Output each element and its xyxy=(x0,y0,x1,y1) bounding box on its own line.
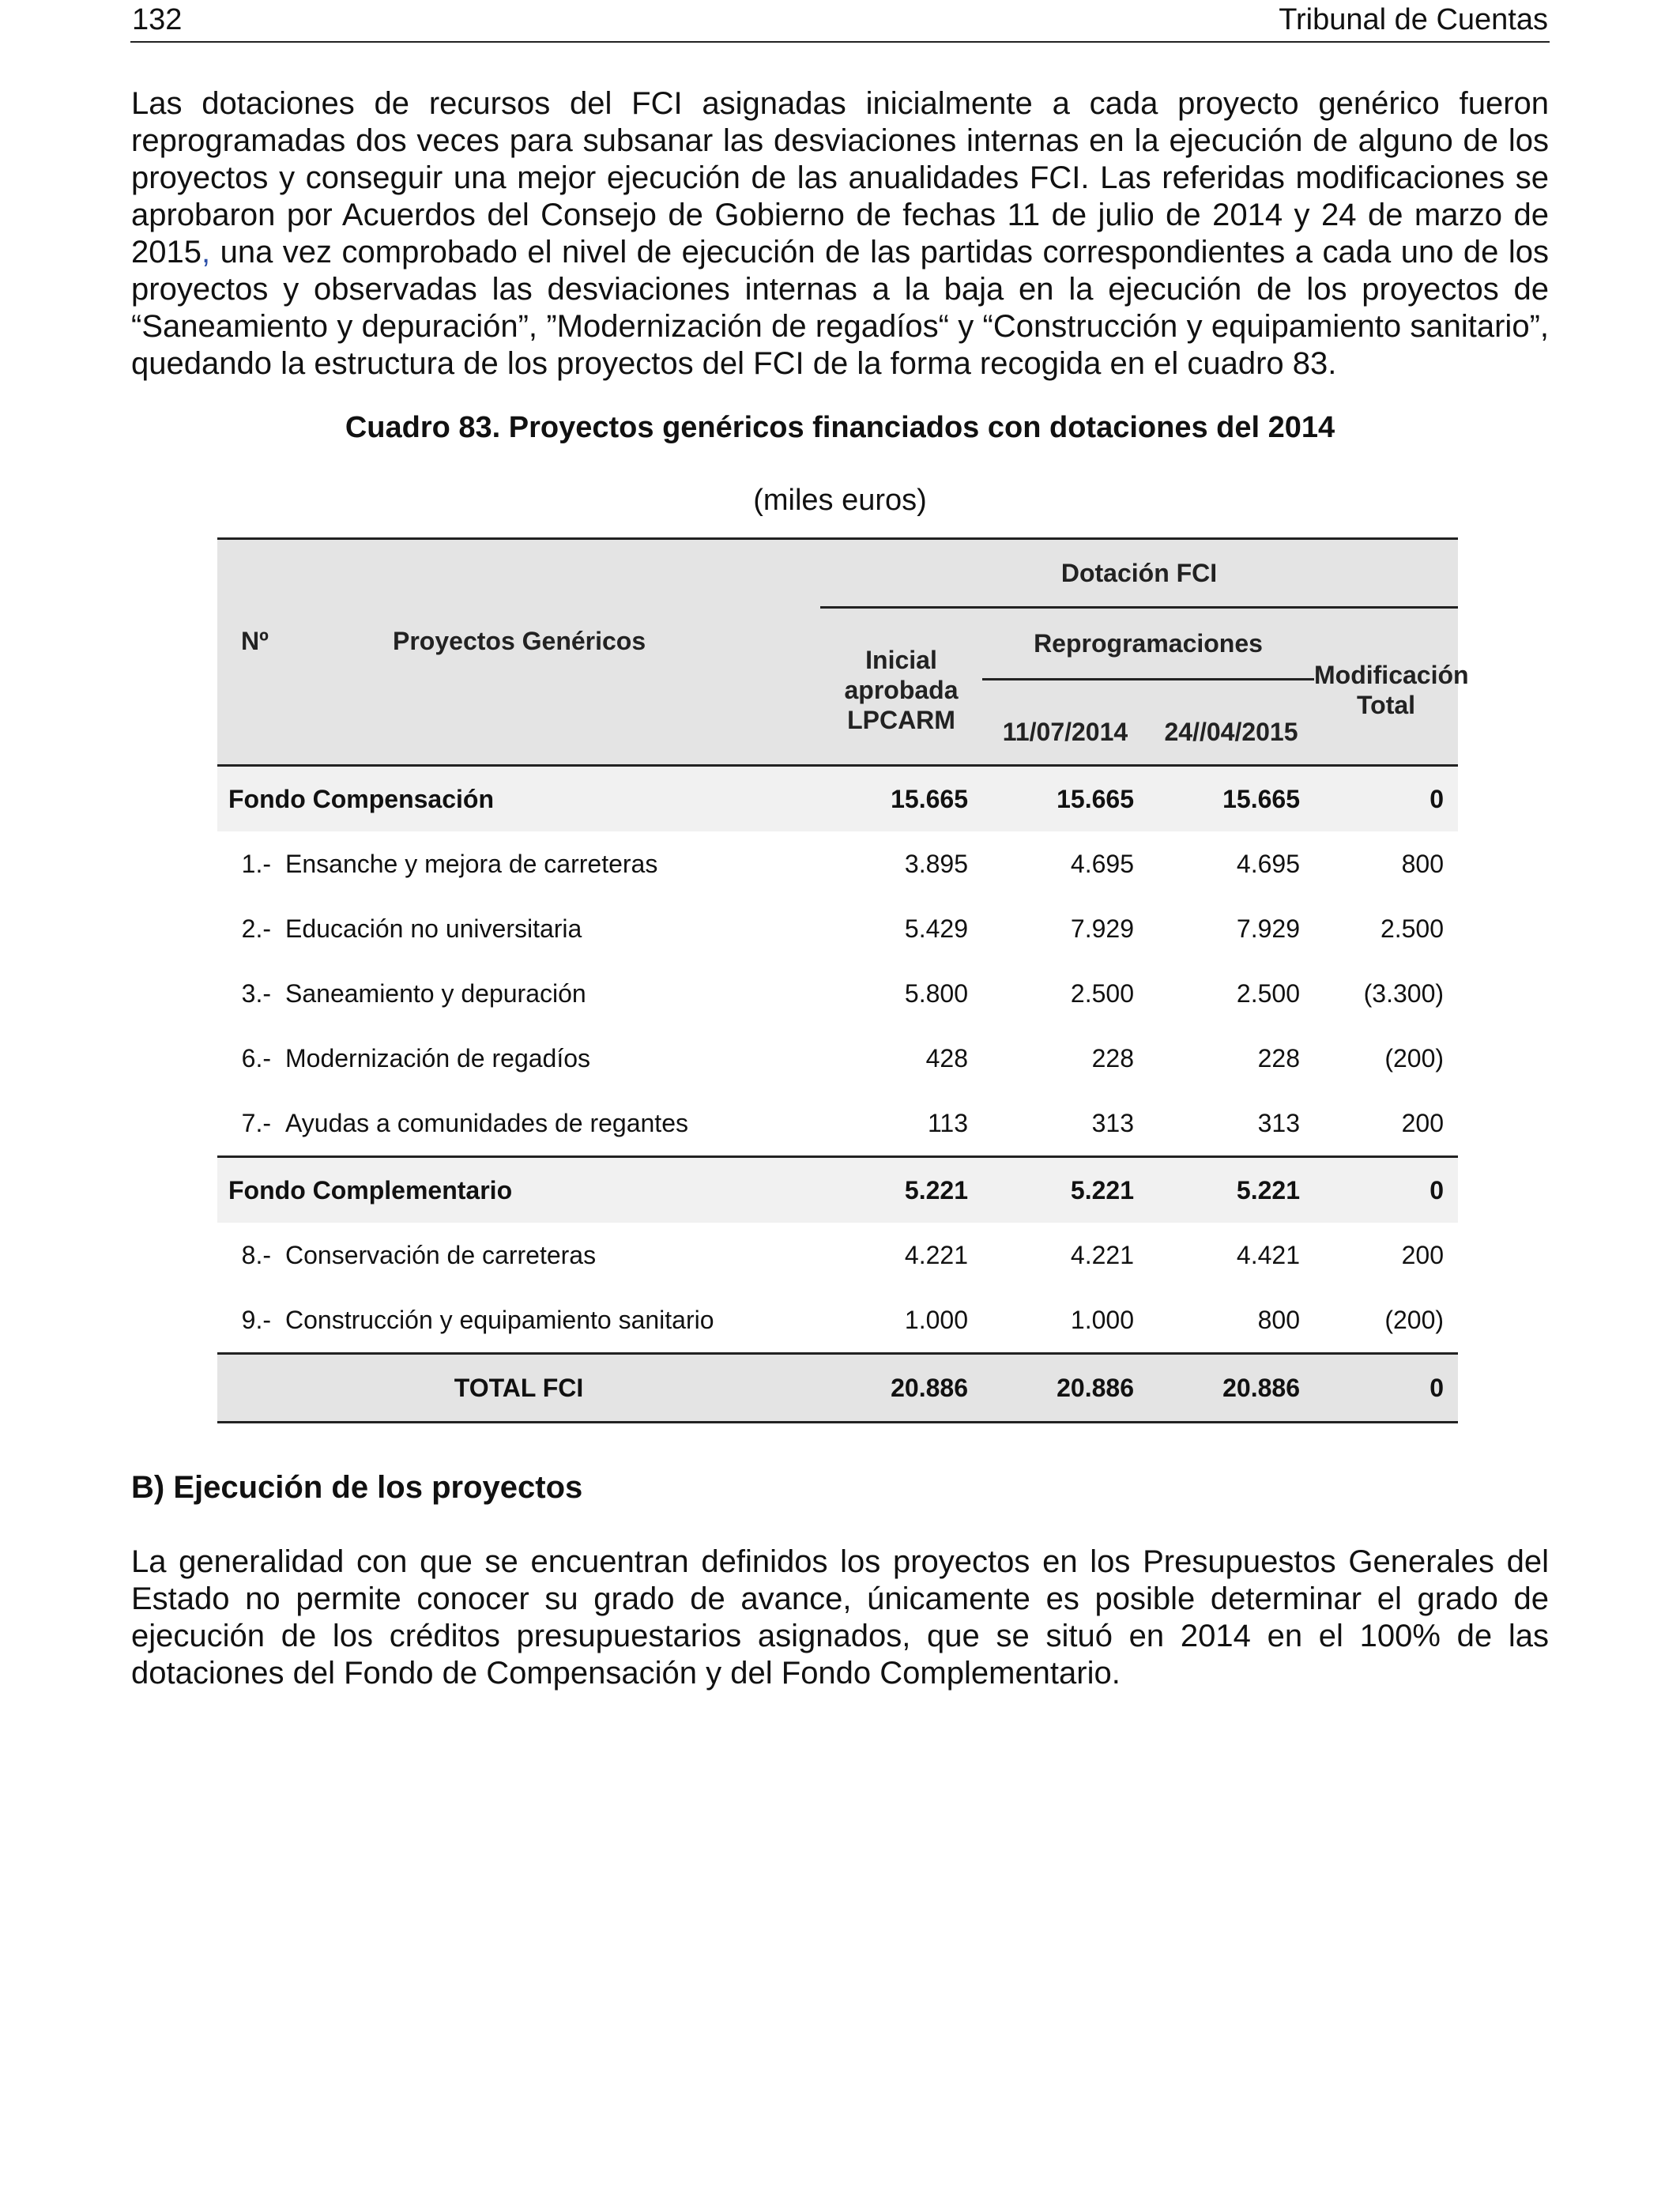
cell-reprog-1: 4.695 xyxy=(1070,849,1134,878)
cell-inicial: 1.000 xyxy=(904,1305,968,1334)
page-header xyxy=(130,0,1550,43)
intro-text-part1: Las dotaciones de recursos del FCI asignadas inicialmente a cada proyecto genérico fueron reprogramadas dos veces para subsanar las desviaciones internas en la ejecución de alguno de los proyectos y conseguir una mejor ejecución de las anualidades FCI. Las referidas modificaciones se aprobaron por Acuerdos del Consejo de Gobierno de fechas 11 de julio de 2014 y 24 de marzo de 2015 xyxy=(131,86,1549,270)
table-units: (miles euros) xyxy=(753,484,927,517)
intro-paragraph xyxy=(131,85,1549,383)
page-number: 132 xyxy=(132,3,183,36)
header-left-block xyxy=(217,539,820,766)
header-reprogramaciones: Reprogramaciones xyxy=(982,608,1314,680)
cell-n: 6.- xyxy=(241,1043,271,1072)
cell-inicial: 5.221 xyxy=(820,1157,982,1223)
cell-reprog-1: 313 xyxy=(1091,1108,1134,1137)
total-row xyxy=(217,1354,1458,1423)
table-row xyxy=(217,831,1458,896)
cell-modificacion: 2.500 xyxy=(1380,914,1445,943)
cell-reprog-2: 4.421 xyxy=(1236,1240,1300,1269)
cell-modificacion: (200) xyxy=(1384,1305,1445,1334)
fondo-complementario-row xyxy=(217,1157,1458,1223)
table-row xyxy=(217,1091,1458,1157)
cell-modificacion: 0 xyxy=(1314,766,1458,832)
cell-project: Conservación de carreteras xyxy=(285,1240,597,1269)
cell-reprog-2: 5.221 xyxy=(1148,1157,1314,1223)
cell-reprog-1: 20.886 xyxy=(982,1354,1148,1423)
cell-reprog-1: 7.929 xyxy=(1070,914,1134,943)
cell-n: 1.- xyxy=(241,849,271,878)
cell-reprog-1: 1.000 xyxy=(1070,1305,1134,1334)
cell-modificacion: 200 xyxy=(1401,1240,1445,1269)
cell-modificacion: 800 xyxy=(1401,849,1445,878)
cell-inicial: 20.886 xyxy=(820,1354,982,1423)
cell-reprog-2: 4.695 xyxy=(1236,849,1300,878)
cell-reprog-1: 4.221 xyxy=(1070,1240,1134,1269)
section-b-paragraph: La generalidad con que se encuentran definidos los proyectos en los Presupuestos Generales del Estado no permite conocer su grado de avance, únicamente es posible determinar el grado de ejecución de los créditos presupuestarios asignados, que se situó en 2014 en el 100% de las dotaciones del Fondo de Compensación y del Fondo Complementario. xyxy=(131,1544,1549,1691)
cell-modificacion: 0 xyxy=(1314,1157,1458,1223)
table-title: Cuadro 83. Proyectos genéricos financiados con dotaciones del 2014 xyxy=(345,411,1335,444)
table-row xyxy=(217,1287,1458,1354)
section-b-heading: B) Ejecución de los proyectos xyxy=(131,1470,583,1505)
cell-reprog-1: 5.221 xyxy=(982,1157,1148,1223)
cell-reprog-2: 15.665 xyxy=(1148,766,1314,832)
fondo-name: Fondo Complementario xyxy=(217,1157,820,1223)
header-inicial: Inicial aprobada LPCARM xyxy=(820,608,982,766)
table-row xyxy=(217,961,1458,1026)
cell-modificacion: (3.300) xyxy=(1363,978,1445,1008)
cell-modificacion: (200) xyxy=(1384,1043,1445,1072)
cell-reprog-1: 228 xyxy=(1091,1043,1134,1072)
cell-reprog-2: 228 xyxy=(1257,1043,1300,1072)
cell-reprog-2: 7.929 xyxy=(1236,914,1300,943)
cell-inicial: 5.429 xyxy=(904,914,968,943)
cell-inicial: 113 xyxy=(927,1108,968,1137)
cell-inicial: 15.665 xyxy=(820,766,982,832)
cell-n: 9.- xyxy=(241,1305,271,1334)
cell-inicial: 428 xyxy=(925,1043,968,1072)
cell-reprog-1: 2.500 xyxy=(1070,978,1134,1008)
intro-comma: , xyxy=(201,235,211,270)
header-n: Nº xyxy=(241,627,269,655)
header-dotacion: Dotación FCI xyxy=(820,539,1458,608)
header-date2: 24//04/2015 xyxy=(1148,680,1314,766)
cell-reprog-1: 15.665 xyxy=(982,766,1148,832)
cell-modificacion: 200 xyxy=(1401,1108,1445,1137)
cell-inicial: 3.895 xyxy=(904,849,968,878)
cell-modificacion: 0 xyxy=(1314,1354,1458,1423)
total-label: TOTAL FCI xyxy=(217,1354,820,1423)
header-date1: 11/07/2014 xyxy=(982,680,1148,766)
cell-project: Construcción y equipamiento sanitario xyxy=(285,1305,714,1334)
cell-project: Ensanche y mejora de carreteras xyxy=(285,849,658,878)
cell-project: Educación no universitaria xyxy=(285,914,582,943)
table-row xyxy=(217,1026,1458,1091)
cell-project: Saneamiento y depuración xyxy=(285,978,586,1008)
table-row xyxy=(217,896,1458,961)
cell-reprog-2: 2.500 xyxy=(1236,978,1300,1008)
cell-inicial: 5.800 xyxy=(904,978,968,1008)
cell-inicial: 4.221 xyxy=(904,1240,968,1269)
cell-project: Modernización de regadíos xyxy=(285,1043,591,1072)
table-row xyxy=(217,1223,1458,1287)
projects-table xyxy=(217,537,1469,1423)
intro-text-part2: una vez comprobado el nivel de ejecución de las partidas correspondientes a cada uno de los proyectos y observadas las desviaciones internas a la baja en la ejecución de los proyectos de “Saneamiento y depuración”, ”Modernización de regadíos“ y “Construcción y equipamiento sanitario”, quedando la estructura de los proyectos del FCI de la forma recogida en el cuadro 83. xyxy=(131,235,1549,381)
cell-n: 8.- xyxy=(241,1240,271,1269)
cell-reprog-2: 20.886 xyxy=(1148,1354,1314,1423)
header-modificacion: Modificación Total xyxy=(1314,608,1458,766)
cell-n: 3.- xyxy=(241,978,271,1008)
fondo-compensacion-row xyxy=(217,766,1458,832)
cell-project: Ayudas a comunidades de regantes xyxy=(285,1108,688,1137)
cell-n: 2.- xyxy=(241,914,271,943)
cell-n: 7.- xyxy=(241,1108,271,1137)
cell-reprog-2: 313 xyxy=(1257,1108,1300,1137)
cell-reprog-2: 800 xyxy=(1257,1305,1300,1334)
fondo-name: Fondo Compensación xyxy=(217,766,820,832)
header-title: Tribunal de Cuentas xyxy=(1279,3,1548,36)
header-projects: Proyectos Genéricos xyxy=(393,627,646,655)
